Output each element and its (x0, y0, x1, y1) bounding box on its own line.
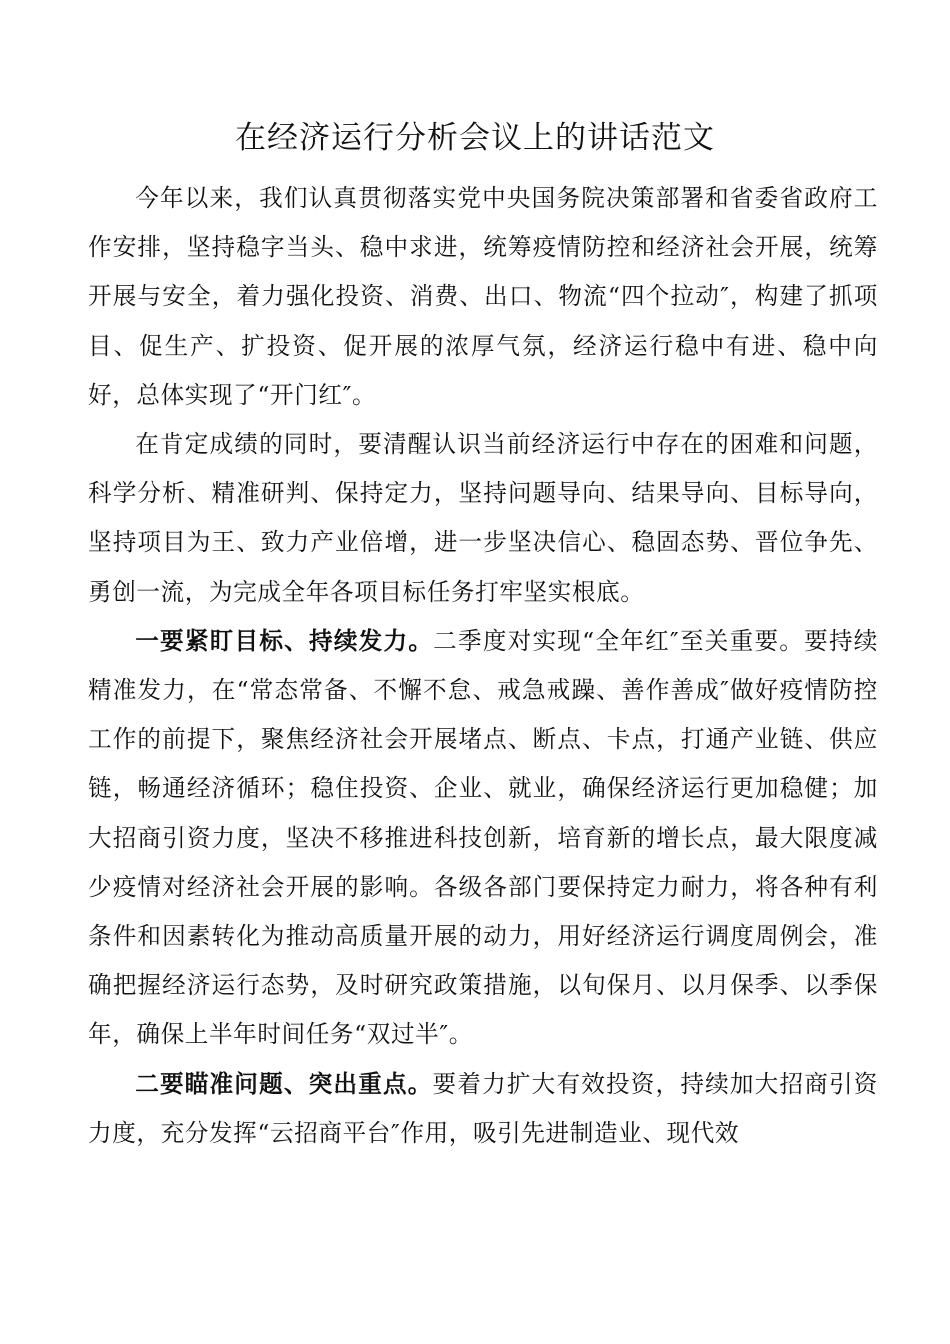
paragraph-4-text: 要着力扩大有效投资，持续加大招商引资力度，充分发挥“云招商平台″作用，吸引先进制造业、现代效 (88, 1069, 878, 1147)
paragraph-3-lead-heading: 一要紧盯目标、持续发力。 (135, 626, 434, 655)
paragraph-3 (88, 617, 878, 1060)
document-title: 在经济运行分析会议上的讲话范文 (235, 120, 715, 156)
paragraph-2-text: 在肯定成绩的同时，要清醒认识当前经济运行中存在的困难和问题，科学分析、精准研判、保持定力，坚持问题导向、结果导向、目标导向，坚持项目为王、致力产业倍增，进一步坚决信心、稳固态势、晋位争先、勇创一流，为完成全年各项目标任务打牢坚实根底。 (88, 430, 878, 606)
document-body (88, 174, 878, 1158)
paragraph-4-lead-heading: 二要瞄准问题、突出重点。 (135, 1069, 433, 1098)
paragraph-1 (88, 174, 878, 420)
paragraph-2 (88, 420, 878, 617)
paragraph-4 (88, 1060, 878, 1158)
paragraph-1-text: 今年以来，我们认真贯彻落实党中央国务院决策部署和省委省政府工作安排，坚持稳字当头、稳中求进，统筹疫情防控和经济社会开展，统筹开展与安全，着力强化投资、消费、出口、物流“四个拉动″，构建了抓项目、促生产、扩投资、促开展的浓厚气氛，经济运行稳中有进、稳中向好，总体实现了“开门红″。 (88, 184, 878, 409)
paragraph-3-text: 二季度对实现“全年红″至关重要。要持续精准发力，在“常态常备、不懈不怠、戒急戒躁、善作善成″做好疫情防控工作的前提下，聚焦经济社会开展堵点、断点、卡点，打通产业链、供应链，畅通经济循环；稳住投资、企业、就业，确保经济运行更加稳健；加大招商引资力度，坚决不移推进科技创新，培育新的增长点，最大限度减少疫情对经济社会开展的影响。各级各部门要保持定力耐力，将各种有利条件和因素转化为推动高质量开展的动力，用好经济运行调度周例会，准确把握经济运行态势，及时研究政策措施，以旬保月、以月保季、以季保年，确保上半年时间任务“双过半″。 (88, 626, 878, 1049)
